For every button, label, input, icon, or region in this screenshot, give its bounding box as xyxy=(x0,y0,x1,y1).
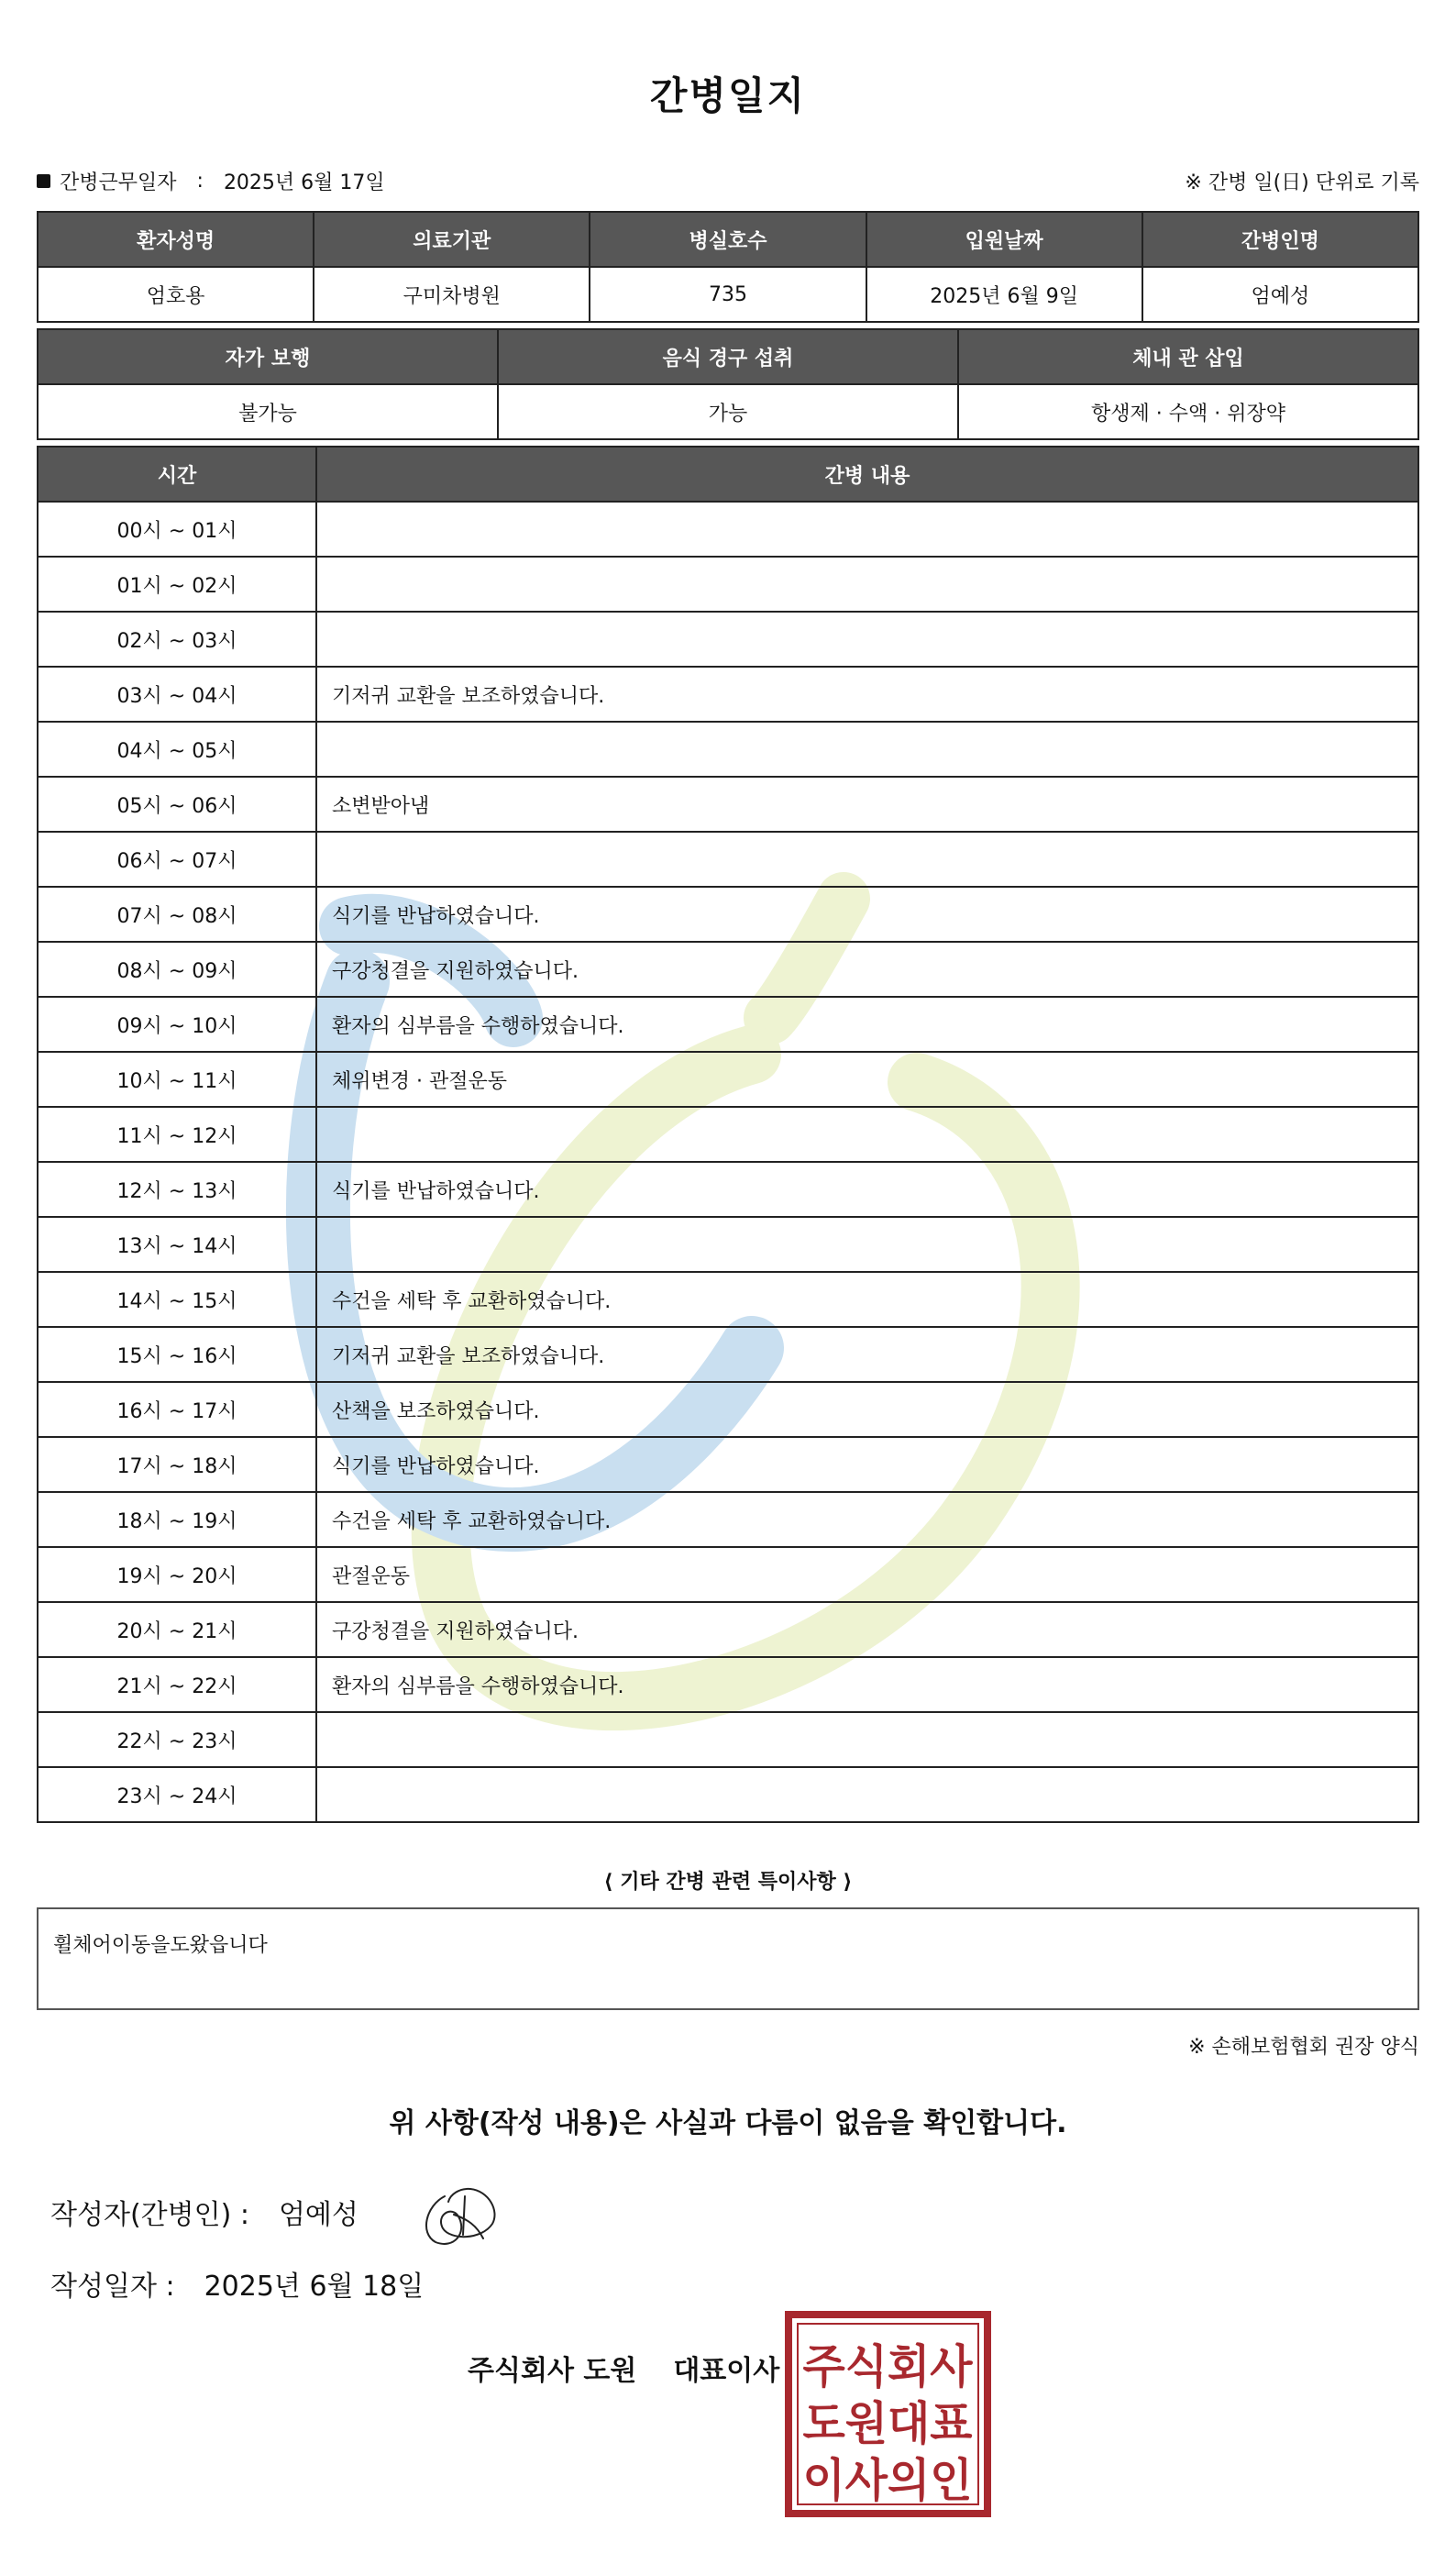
log-row xyxy=(38,502,1418,557)
log-time: 16시 ~ 17시 xyxy=(38,1382,316,1437)
log-row xyxy=(38,942,1418,997)
bullet-square-icon xyxy=(37,174,50,188)
company-name: 주식회사 도원 xyxy=(468,2355,637,2387)
log-content: 구강청결을 지원하였습니다. xyxy=(316,942,1418,997)
log-time: 13시 ~ 14시 xyxy=(38,1217,316,1272)
header-caregiver-name: 간병인명 xyxy=(1142,212,1418,267)
log-row xyxy=(38,612,1418,667)
patient-name: 엄호용 xyxy=(38,267,314,322)
log-content xyxy=(316,1107,1418,1162)
log-content: 기저귀 교환을 보조하였습니다. xyxy=(316,1327,1418,1382)
log-row xyxy=(38,887,1418,942)
writer-label: 작성자(간병인) : xyxy=(50,2199,249,2231)
patient-info-header-row xyxy=(38,212,1418,267)
patient-info-table xyxy=(37,211,1419,323)
log-content xyxy=(316,1767,1418,1822)
log-time: 17시 ~ 18시 xyxy=(38,1437,316,1492)
work-date-value: 2025년 6월 17일 xyxy=(223,171,385,194)
confirmation-statement: 위 사항(작성 내용)은 사실과 다름이 없음을 확인합니다. xyxy=(389,2107,1067,2139)
standard-form-note: ※ 손해보험협회 권장 양식 xyxy=(1188,2036,1419,2059)
log-content: 수건을 세탁 후 교환하였습니다. xyxy=(316,1492,1418,1547)
log-row xyxy=(38,667,1418,722)
log-row xyxy=(38,1712,1418,1767)
writer-name: 엄예성 xyxy=(278,2199,358,2231)
work-date-colon: : xyxy=(196,170,204,193)
log-row xyxy=(38,557,1418,612)
log-time: 22시 ~ 23시 xyxy=(38,1712,316,1767)
write-date-line xyxy=(50,2263,424,2304)
log-row xyxy=(38,1327,1418,1382)
seal-line-3: 이사의인 xyxy=(802,2454,973,2507)
log-content xyxy=(316,832,1418,887)
log-row xyxy=(38,1107,1418,1162)
log-content: 수건을 세탁 후 교환하였습니다. xyxy=(316,1272,1418,1327)
log-row xyxy=(38,777,1418,832)
special-notes-text: 휠체어이동을도왔읍니다 xyxy=(53,1934,268,1957)
log-content: 관절운동 xyxy=(316,1547,1418,1602)
special-notes-title: ⟨ 기타 간병 관련 특이사항 ⟩ xyxy=(603,1871,853,1894)
patient-info-value-row xyxy=(38,267,1418,322)
work-date-label: 간병근무일자 xyxy=(60,171,177,194)
header-room-number: 병실호수 xyxy=(590,212,866,267)
log-content: 식기를 반납하였습니다. xyxy=(316,1437,1418,1492)
log-content: 소변받아냄 xyxy=(316,777,1418,832)
log-content: 구강청결을 지원하였습니다. xyxy=(316,1602,1418,1657)
patient-status-table xyxy=(37,328,1419,440)
caregiver-name: 엄예성 xyxy=(1142,267,1418,322)
self-walking-value: 불가능 xyxy=(38,384,498,439)
log-content: 식기를 반납하였습니다. xyxy=(316,1162,1418,1217)
log-content xyxy=(316,557,1418,612)
care-log-table xyxy=(37,446,1419,1823)
log-time: 14시 ~ 15시 xyxy=(38,1272,316,1327)
log-content xyxy=(316,722,1418,777)
log-row xyxy=(38,1437,1418,1492)
seal-line-1: 주식회사 xyxy=(802,2340,974,2393)
log-content: 식기를 반납하였습니다. xyxy=(316,887,1418,942)
header-patient-name: 환자성명 xyxy=(38,212,314,267)
log-time: 07시 ~ 08시 xyxy=(38,887,316,942)
signature-image xyxy=(417,2178,500,2251)
oral-intake-value: 가능 xyxy=(498,384,958,439)
log-row xyxy=(38,1272,1418,1327)
hospital-name: 구미차병원 xyxy=(314,267,590,322)
log-time: 06시 ~ 07시 xyxy=(38,832,316,887)
company-seal-stamp xyxy=(785,2311,991,2517)
header-admission-date: 입원날짜 xyxy=(866,212,1142,267)
care-log-header-row xyxy=(38,447,1418,502)
log-content: 기저귀 교환을 보조하였습니다. xyxy=(316,667,1418,722)
work-date xyxy=(37,167,385,195)
seal-line-2: 도원대표 xyxy=(802,2397,974,2450)
log-time: 11시 ~ 12시 xyxy=(38,1107,316,1162)
company-role: 대표이사 xyxy=(673,2355,780,2387)
log-content xyxy=(316,1712,1418,1767)
log-row xyxy=(38,1217,1418,1272)
log-time: 20시 ~ 21시 xyxy=(38,1602,316,1657)
header-time: 시간 xyxy=(38,447,316,502)
special-notes-box xyxy=(37,1907,1419,2010)
tube-insertion-value: 항생제 · 수액 · 위장약 xyxy=(958,384,1418,439)
log-time: 03시 ~ 04시 xyxy=(38,667,316,722)
log-row xyxy=(38,1492,1418,1547)
log-content: 산책을 보조하였습니다. xyxy=(316,1382,1418,1437)
log-row xyxy=(38,832,1418,887)
writer-line xyxy=(50,2192,358,2232)
header-care-content: 간병 내용 xyxy=(316,447,1418,502)
log-content xyxy=(316,1217,1418,1272)
log-time: 23시 ~ 24시 xyxy=(38,1767,316,1822)
log-time: 00시 ~ 01시 xyxy=(38,502,316,557)
log-content: 환자의 심부름을 수행하였습니다. xyxy=(316,1657,1418,1712)
log-content: 환자의 심부름을 수행하였습니다. xyxy=(316,997,1418,1052)
write-date-value: 2025년 6월 18일 xyxy=(204,2271,425,2303)
log-time: 02시 ~ 03시 xyxy=(38,612,316,667)
log-row xyxy=(38,1547,1418,1602)
log-time: 15시 ~ 16시 xyxy=(38,1327,316,1382)
log-time: 04시 ~ 05시 xyxy=(38,722,316,777)
log-time: 05시 ~ 06시 xyxy=(38,777,316,832)
log-row xyxy=(38,1162,1418,1217)
status-value-row xyxy=(38,384,1418,439)
log-row xyxy=(38,722,1418,777)
company-line xyxy=(468,2348,779,2388)
write-date-label: 작성일자 : xyxy=(50,2271,175,2303)
log-row xyxy=(38,1767,1418,1822)
log-time: 21시 ~ 22시 xyxy=(38,1657,316,1712)
log-time: 19시 ~ 20시 xyxy=(38,1547,316,1602)
log-content xyxy=(316,612,1418,667)
log-time: 10시 ~ 11시 xyxy=(38,1052,316,1107)
care-log-body xyxy=(38,502,1418,1822)
log-row xyxy=(38,997,1418,1052)
log-time: 18시 ~ 19시 xyxy=(38,1492,316,1547)
log-row xyxy=(38,1052,1418,1107)
log-time: 08시 ~ 09시 xyxy=(38,942,316,997)
room-number: 735 xyxy=(590,267,866,322)
log-time: 12시 ~ 13시 xyxy=(38,1162,316,1217)
page-title: 간병일지 xyxy=(649,73,807,118)
log-time: 09시 ~ 10시 xyxy=(38,997,316,1052)
record-unit-note: ※ 간병 일(日) 단위로 기록 xyxy=(1185,171,1419,194)
admission-date: 2025년 6월 9일 xyxy=(866,267,1142,322)
header-hospital: 의료기관 xyxy=(314,212,590,267)
log-row xyxy=(38,1657,1418,1712)
log-row xyxy=(38,1382,1418,1437)
log-time: 01시 ~ 02시 xyxy=(38,557,316,612)
log-content xyxy=(316,502,1418,557)
log-row xyxy=(38,1602,1418,1657)
header-oral-intake: 음식 경구 섭취 xyxy=(498,329,958,384)
log-content: 체위변경 · 관절운동 xyxy=(316,1052,1418,1107)
header-self-walking: 자가 보행 xyxy=(38,329,498,384)
header-tube-insertion: 체내 관 삽입 xyxy=(958,329,1418,384)
status-header-row xyxy=(38,329,1418,384)
